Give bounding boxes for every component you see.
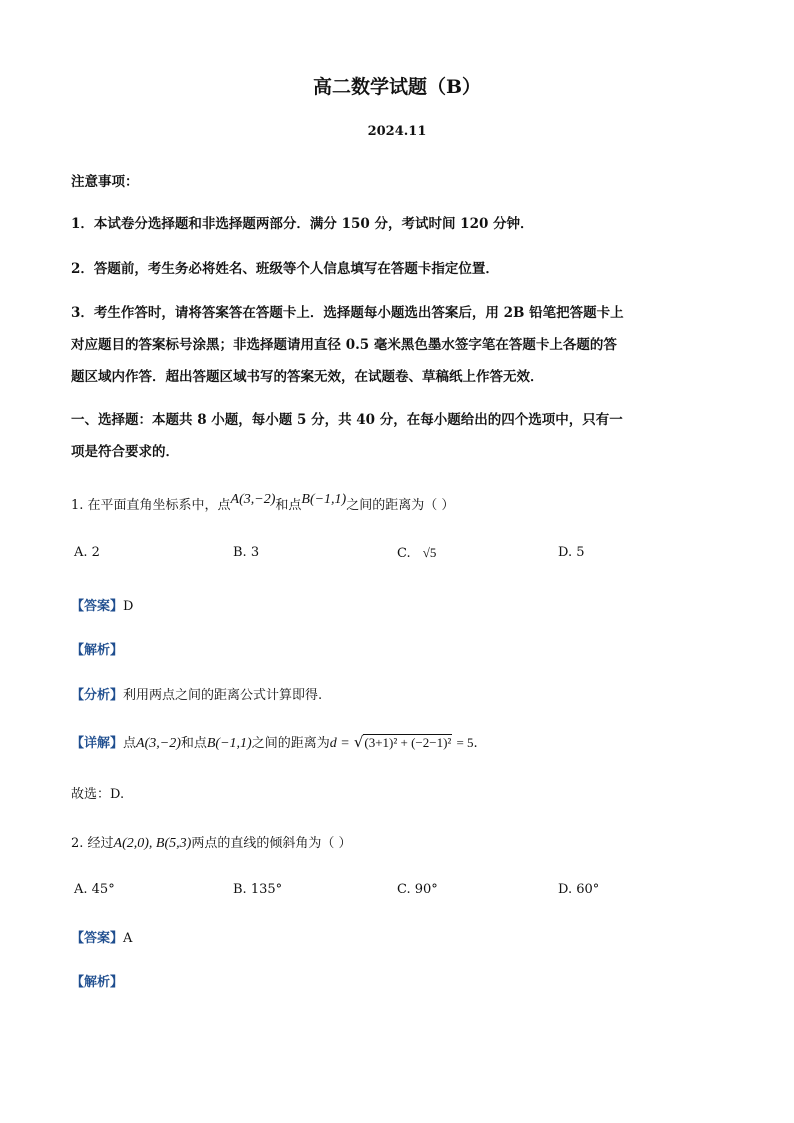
section-1-line-1: 一、选择题：本题共 8 小题，每小题 5 分，共 40 分，在每小题给出的四个选项中，只有一 <box>71 412 623 428</box>
notice-item-3-line-2: 对应题目的答案标号涂黑；非选择题请用直径 0.5 毫米黑色墨水签字笔在答题卡上各题的答 <box>71 337 617 353</box>
question-2-points: A(2,0), B(5,3) <box>113 836 192 851</box>
question-1-prefix: 1. 在平面直角坐标系中，点 <box>71 498 231 513</box>
fenxi-text: 利用两点之间的距离公式计算即得. <box>123 688 323 703</box>
question-1-stem <box>71 494 454 514</box>
notice-item-3-line-1: 3．考生作答时，请将答案答在答题卡上．选择题每小题选出答案后，用 2B 铅笔把答题卡上 <box>71 305 624 321</box>
question-2-option-a: A. 45° <box>74 882 115 897</box>
answer-value: A <box>123 931 133 946</box>
formula-rhs: = 5 <box>456 735 474 750</box>
question-1-analysis-tag <box>71 639 123 658</box>
notice-item-3-line-3: 题区域内作答．超出答题区域书写的答案无效，在试题卷、草稿纸上作答无效． <box>71 369 544 385</box>
question-1-detail: 【详解】点A(3,−2)和点B(−1,1)之间的距离为d = √(3+1)² + (−2−1)² = 5. <box>71 733 478 751</box>
question-2-option-d: D. 60° <box>558 882 600 897</box>
question-1-option-d: D. 5 <box>558 545 585 560</box>
formula-lhs: d = <box>329 736 350 751</box>
question-2-analysis-tag <box>71 971 123 990</box>
question-1-option-c-label: C. <box>397 546 411 561</box>
question-1-suffix: 之间的距离为（ ） <box>346 498 455 513</box>
exam-date: 2024.11 <box>367 124 427 139</box>
question-2-stem <box>71 832 351 852</box>
point-b: B(−1,1) <box>301 492 347 507</box>
answer-tag: 【答案】 <box>71 599 124 614</box>
notice-heading: 注意事项： <box>71 174 139 190</box>
answer-tag: 【答案】 <box>71 931 124 946</box>
question-2-prefix: 2. 经过 <box>71 836 114 851</box>
detail-point-b: B(−1,1) <box>206 736 252 751</box>
detail-end: . <box>473 736 478 751</box>
question-1-fenxi <box>71 684 322 703</box>
point-a: A(3,−2) <box>230 492 276 507</box>
question-1-option-c <box>397 545 436 561</box>
formula-radicand: (3+1)² + (−2−1)² <box>364 735 452 750</box>
notice-item-1: 1．本试卷分选择题和非选择题两部分．满分 150 分，考试时间 120 分钟． <box>71 216 534 232</box>
analysis-tag: 【解析】 <box>71 643 124 658</box>
detail-tag: 【详解】 <box>71 736 124 751</box>
question-1-answer <box>71 595 133 614</box>
page-title: 高二数学试题（B） <box>312 76 482 98</box>
question-1-option-c-value: √5 <box>422 545 437 560</box>
question-2-option-c: C. 90° <box>397 882 438 897</box>
detail-text: 之间的距离为 <box>251 736 330 751</box>
question-1-option-b: B. 3 <box>233 545 260 560</box>
notice-item-2: 2．答题前，考生务必将姓名、班级等个人信息填写在答题卡指定位置． <box>71 261 499 277</box>
answer-value: D <box>123 599 134 614</box>
question-2-answer <box>71 927 132 946</box>
question-2-option-b: B. 135° <box>233 882 283 897</box>
section-1-line-2: 项是符合要求的． <box>71 444 179 460</box>
question-1-mid: 和点 <box>275 498 302 513</box>
detail-point-a: A(3,−2) <box>136 736 181 751</box>
analysis-tag: 【解析】 <box>71 975 124 990</box>
question-1-option-a: A. 2 <box>74 545 100 560</box>
detail-prefix: 点 <box>123 736 137 751</box>
detail-mid: 和点 <box>180 736 207 751</box>
fenxi-tag: 【分析】 <box>71 688 124 703</box>
question-1-conclusion: 故选：D. <box>71 787 125 802</box>
question-2-suffix: 两点的直线的倾斜角为（ ） <box>191 836 352 851</box>
